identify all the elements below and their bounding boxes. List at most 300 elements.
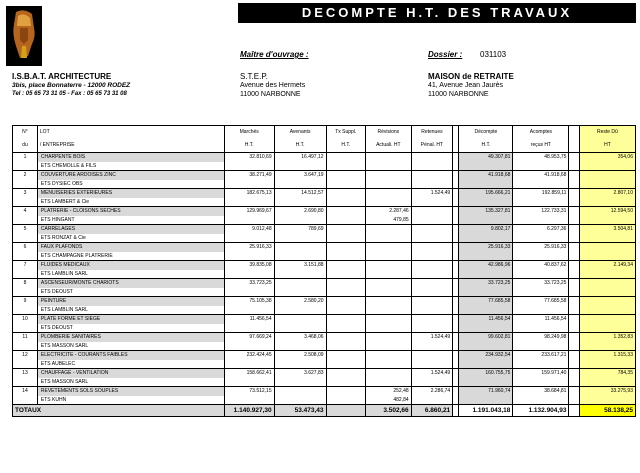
reste-du-ht: 12.594,50	[579, 207, 635, 216]
column-gap	[569, 360, 579, 369]
decompte-ht: 9.802,17	[459, 225, 513, 234]
acomptes-blank	[513, 324, 569, 333]
table-row	[13, 225, 636, 234]
decompte-blank	[459, 180, 513, 189]
decompte-ht: 160.755,75	[459, 369, 513, 378]
avenants-blank	[274, 342, 326, 351]
column-gap	[569, 189, 579, 198]
lot-name: COUVERTURE ARDOISES ZINC	[37, 171, 224, 180]
avenants-ht: 2.508,09	[274, 351, 326, 360]
reste-du-ht: 2.149,34	[579, 261, 635, 270]
reste-du-ht: 1.315,33	[579, 351, 635, 360]
decompte-ht: 49.307,81	[459, 153, 513, 162]
reste-du-ht	[579, 171, 635, 180]
decompte-blank	[459, 378, 513, 387]
architect-logo	[6, 6, 42, 66]
column-gap	[569, 139, 579, 153]
table-row-entreprise	[13, 324, 636, 333]
retenues-blank	[411, 378, 453, 387]
reste-du-ht: 33.275,93	[579, 387, 635, 396]
avenants-ht: 3.647,19	[274, 171, 326, 180]
office-phone: Tel : 05 65 73 31 05 - Fax : 05 65 73 31 08	[12, 91, 127, 97]
reste-du-ht	[579, 315, 635, 324]
marches-blank	[224, 162, 274, 171]
column-gap	[569, 153, 579, 162]
retenues-blank	[411, 198, 453, 207]
table-row	[13, 387, 636, 396]
retenues-blank	[411, 324, 453, 333]
marches-blank	[224, 198, 274, 207]
avenants-ht: 789,69	[274, 225, 326, 234]
revisions-secondary	[365, 360, 411, 369]
tx-suppl-ht	[326, 243, 365, 252]
table-row	[13, 189, 636, 198]
avenants-ht: 16.497,12	[274, 153, 326, 162]
decompte-ht: 234.932,54	[459, 351, 513, 360]
decompte-blank	[459, 288, 513, 297]
lot-name: PLATRERIE - CLOISONS SECHES	[37, 207, 224, 216]
tx-suppl-ht	[326, 333, 365, 342]
column-gap	[569, 297, 579, 306]
table-row	[13, 297, 636, 306]
entreprise-name: ETS CHEMOLLE & FILS	[37, 162, 224, 171]
retenues-blank	[411, 234, 453, 243]
lot-name: MENUISERIES EXTERIEURES	[37, 189, 224, 198]
reste-du-ht: 3.504,81	[579, 225, 635, 234]
avenants-blank	[274, 270, 326, 279]
lot-name: CHARPENTE BOIS	[37, 153, 224, 162]
lot-number: 9	[13, 297, 38, 306]
header-decompte: Décompte	[459, 126, 513, 140]
column-gap	[569, 234, 579, 243]
table-row	[13, 369, 636, 378]
revisions-secondary	[365, 378, 411, 387]
marches-blank	[224, 252, 274, 261]
reste-blank	[579, 252, 635, 261]
revisions-ht	[365, 279, 411, 288]
reste-blank	[579, 288, 635, 297]
retenues-blank	[411, 270, 453, 279]
lot-number: 3	[13, 189, 38, 198]
decompte-blank	[459, 216, 513, 225]
avenants-blank	[274, 324, 326, 333]
marches-ht: 232.424,45	[224, 351, 274, 360]
column-gap	[569, 396, 579, 405]
revisions-secondary	[365, 324, 411, 333]
retenues-ht	[411, 225, 453, 234]
header-marches: Marchés	[224, 126, 274, 140]
retenues-ht	[411, 171, 453, 180]
marches-ht: 32.810,69	[224, 153, 274, 162]
reste-blank	[579, 198, 635, 207]
column-gap	[569, 225, 579, 234]
header-tx-2: H.T.	[326, 139, 365, 153]
client-block	[428, 72, 514, 99]
marches-blank	[224, 342, 274, 351]
column-gap	[569, 342, 579, 351]
acomptes-ht: 6.297,36	[513, 225, 569, 234]
header-revisions-2: Actuali. HT	[365, 139, 411, 153]
retenues-blank	[411, 306, 453, 315]
marches-blank	[224, 216, 274, 225]
column-gap	[569, 126, 579, 140]
acomptes-ht: 159.971,40	[513, 369, 569, 378]
reste-du-ht: 1.352,83	[579, 333, 635, 342]
tx-blank	[326, 324, 365, 333]
lot-number: 6	[13, 243, 38, 252]
revisions-secondary: 482,84	[365, 396, 411, 405]
avenants-blank	[274, 360, 326, 369]
avenants-ht: 3.151,88	[274, 261, 326, 270]
acomptes-ht: 41.918,68	[513, 171, 569, 180]
tx-suppl-ht	[326, 207, 365, 216]
acomptes-blank	[513, 234, 569, 243]
owner-street: Avenue des Hermets	[240, 82, 306, 89]
header-retenues: Retenues	[411, 126, 453, 140]
retenues-blank	[411, 252, 453, 261]
tx-suppl-ht	[326, 369, 365, 378]
acomptes-blank	[513, 342, 569, 351]
decompte-ht: 135.327,81	[459, 207, 513, 216]
reste-blank	[579, 234, 635, 243]
tx-suppl-ht	[326, 153, 365, 162]
entreprise-name: ETS KUHN	[37, 396, 224, 405]
acomptes-ht: 38.684,81	[513, 387, 569, 396]
avenants-ht: 3.468,06	[274, 333, 326, 342]
avenants-ht: 2.580,20	[274, 297, 326, 306]
marches-ht: 39.835,08	[224, 261, 274, 270]
avenants-ht: 2.690,80	[274, 207, 326, 216]
dossier-number: 031103	[480, 50, 507, 59]
tx-blank	[326, 270, 365, 279]
table-row	[13, 171, 636, 180]
acomptes-ht: 98.249,98	[513, 333, 569, 342]
tx-blank	[326, 162, 365, 171]
revisions-ht	[365, 297, 411, 306]
revisions-ht	[365, 315, 411, 324]
table-row	[13, 333, 636, 342]
reste-blank	[579, 396, 635, 405]
decompte-blank	[459, 252, 513, 261]
decompte-blank	[459, 198, 513, 207]
retenues-ht	[411, 261, 453, 270]
acomptes-blank	[513, 306, 569, 315]
column-gap	[569, 351, 579, 360]
total-reste-du: 58.138,25	[579, 405, 635, 417]
marches-ht: 158.662,41	[224, 369, 274, 378]
lot-number-blank	[13, 162, 38, 171]
retenues-ht	[411, 279, 453, 288]
column-gap	[569, 387, 579, 396]
entreprise-name: ETS HINGANT	[37, 216, 224, 225]
marches-ht: 182.675,13	[224, 189, 274, 198]
marches-ht: 9.012,48	[224, 225, 274, 234]
revisions-ht	[365, 351, 411, 360]
reste-blank	[579, 216, 635, 225]
retenues-ht: 1.524,49	[411, 189, 453, 198]
header-lot: LOT	[37, 126, 224, 140]
revisions-secondary	[365, 342, 411, 351]
retenues-blank	[411, 288, 453, 297]
tx-suppl-ht	[326, 315, 365, 324]
revisions-ht: 252,48	[365, 387, 411, 396]
header-num-2: du	[13, 139, 38, 153]
header-tx: Tx Suppl.	[326, 126, 365, 140]
lot-number-blank	[13, 270, 38, 279]
decompte-ht: 71.960,74	[459, 387, 513, 396]
avenants-blank	[274, 396, 326, 405]
totals-label: TOTAUX	[13, 405, 225, 417]
reste-blank	[579, 270, 635, 279]
avenants-ht: 14.512,57	[274, 189, 326, 198]
marches-blank	[224, 288, 274, 297]
tx-blank	[326, 396, 365, 405]
avenants-blank	[274, 288, 326, 297]
retenues-blank	[411, 216, 453, 225]
column-gap	[569, 180, 579, 189]
retenues-blank	[411, 360, 453, 369]
revisions-ht	[365, 243, 411, 252]
revisions-ht	[365, 261, 411, 270]
acomptes-blank	[513, 360, 569, 369]
tx-suppl-ht	[326, 297, 365, 306]
pharaoh-bust-icon	[6, 6, 42, 66]
reste-blank	[579, 306, 635, 315]
retenues-ht: 1.524,49	[411, 333, 453, 342]
header-num: N°	[13, 126, 38, 140]
retenues-ht	[411, 315, 453, 324]
entreprise-name: ETS LAMBLIN SARL	[37, 270, 224, 279]
lot-name: FAUX PLAFONDS	[37, 243, 224, 252]
marches-blank	[224, 180, 274, 189]
acomptes-ht: 77.685,58	[513, 297, 569, 306]
tx-suppl-ht	[326, 171, 365, 180]
avenants-ht	[274, 243, 326, 252]
table-row-entreprise	[13, 396, 636, 405]
table-row-entreprise	[13, 216, 636, 225]
acomptes-blank	[513, 198, 569, 207]
reste-blank	[579, 342, 635, 351]
lot-number: 14	[13, 387, 38, 396]
client-street: 41, Avenue Jean Jaurès	[428, 82, 503, 89]
tx-blank	[326, 216, 365, 225]
reste-blank	[579, 162, 635, 171]
marches-blank	[224, 324, 274, 333]
entreprise-name: ETS MASSON SARL	[37, 342, 224, 351]
decompte-blank	[459, 162, 513, 171]
revisions-ht	[365, 189, 411, 198]
entreprise-name: ETS DEOUST	[37, 324, 224, 333]
revisions-secondary	[365, 252, 411, 261]
column-gap	[569, 378, 579, 387]
total-acomptes: 1.132.904,93	[513, 405, 569, 417]
avenants-blank	[274, 306, 326, 315]
lot-number-blank	[13, 252, 38, 261]
marches-ht: 33.723,25	[224, 279, 274, 288]
avenants-ht	[274, 279, 326, 288]
lot-name: ASCENSEUR/MONTE CHARIOTS	[37, 279, 224, 288]
table-row-entreprise	[13, 360, 636, 369]
avenants-blank	[274, 198, 326, 207]
avenants-blank	[274, 252, 326, 261]
tx-blank	[326, 180, 365, 189]
table-row	[13, 315, 636, 324]
acomptes-blank	[513, 216, 569, 225]
revisions-secondary	[365, 270, 411, 279]
column-gap	[569, 270, 579, 279]
decompte-ht: 77.685,58	[459, 297, 513, 306]
retenues-ht	[411, 351, 453, 360]
marches-ht: 38.271,49	[224, 171, 274, 180]
acomptes-blank	[513, 252, 569, 261]
revisions-ht	[365, 153, 411, 162]
revisions-secondary	[365, 162, 411, 171]
reste-blank	[579, 324, 635, 333]
decompte-blank	[459, 396, 513, 405]
total-decompte: 1.191.043,18	[459, 405, 513, 417]
header-decompte-2: H.T.	[459, 139, 513, 153]
retenues-ht	[411, 153, 453, 162]
lot-number-blank	[13, 198, 38, 207]
document-title: DECOMPTE H.T. DES TRAVAUX	[238, 3, 636, 23]
header-avenants: Avenants	[274, 126, 326, 140]
decompte-blank	[459, 324, 513, 333]
table-header-row-2	[13, 139, 636, 153]
decompte-ht: 195.666,21	[459, 189, 513, 198]
lot-name: CARRELAGES	[37, 225, 224, 234]
lot-name: FLUIDES MEDICAUX	[37, 261, 224, 270]
avenants-blank	[274, 216, 326, 225]
lot-number-blank	[13, 216, 38, 225]
column-gap	[569, 324, 579, 333]
tx-blank	[326, 234, 365, 243]
column-gap	[569, 306, 579, 315]
table-row	[13, 351, 636, 360]
reste-du-ht: 784,35	[579, 369, 635, 378]
owner-block	[240, 72, 305, 99]
lot-number: 12	[13, 351, 38, 360]
header-acomptes-2: reçus HT	[513, 139, 569, 153]
table-row	[13, 279, 636, 288]
table-row-entreprise	[13, 342, 636, 351]
decompte-ht: 33.723,25	[459, 279, 513, 288]
decompte-blank	[459, 270, 513, 279]
acomptes-blank	[513, 288, 569, 297]
table-row-entreprise	[13, 162, 636, 171]
entreprise-name: ETS DYSIEC OBS	[37, 180, 224, 189]
lot-number-blank	[13, 234, 38, 243]
retenues-ht	[411, 207, 453, 216]
decompte-blank	[459, 306, 513, 315]
lot-name: PEINTURE	[37, 297, 224, 306]
lot-number-blank	[13, 396, 38, 405]
avenants-blank	[274, 180, 326, 189]
table-row	[13, 153, 636, 162]
lot-number-blank	[13, 342, 38, 351]
table-header-row	[13, 126, 636, 140]
acomptes-blank	[513, 180, 569, 189]
retenues-blank	[411, 162, 453, 171]
reste-du-ht	[579, 243, 635, 252]
client-city: 11000 NARBONNE	[428, 91, 489, 98]
acomptes-blank	[513, 162, 569, 171]
tx-blank	[326, 360, 365, 369]
column-gap	[569, 315, 579, 324]
marches-ht: 97.669,24	[224, 333, 274, 342]
column-gap	[569, 252, 579, 261]
decompte-ht: 99.602,81	[459, 333, 513, 342]
table-row	[13, 207, 636, 216]
tx-blank	[326, 288, 365, 297]
reste-du-ht	[579, 297, 635, 306]
total-avenants: 53.473,43	[274, 405, 326, 417]
acomptes-ht: 25.916,33	[513, 243, 569, 252]
owner-city: 11000 NARBONNE	[240, 91, 301, 98]
column-gap	[569, 216, 579, 225]
table-row-entreprise	[13, 288, 636, 297]
revisions-secondary	[365, 288, 411, 297]
revisions-secondary	[365, 234, 411, 243]
header-retenues-2: Pénal. HT	[411, 139, 453, 153]
decompte-ht: 25.916,33	[459, 243, 513, 252]
totals-row	[13, 405, 636, 417]
lot-number: 2	[13, 171, 38, 180]
column-gap	[569, 198, 579, 207]
lot-name: CHAUFFAGE - VENTILATION	[37, 369, 224, 378]
decompte-blank	[459, 234, 513, 243]
lot-number-blank	[13, 288, 38, 297]
column-gap	[569, 207, 579, 216]
retenues-blank	[411, 180, 453, 189]
owner-label: Maître d'ouvrage :	[240, 50, 309, 59]
marches-blank	[224, 270, 274, 279]
revisions-secondary	[365, 198, 411, 207]
entreprise-name: ETS MASSON SARL	[37, 378, 224, 387]
tx-blank	[326, 378, 365, 387]
acomptes-ht: 122.733,31	[513, 207, 569, 216]
total-marches: 1.140.927,30	[224, 405, 274, 417]
lot-number: 1	[13, 153, 38, 162]
table-row-entreprise	[13, 234, 636, 243]
retenues-ht: 2.286,74	[411, 387, 453, 396]
header-acomptes: Acomptes	[513, 126, 569, 140]
office-name: I.S.B.A.T. ARCHITECTURE	[12, 72, 112, 81]
column-gap	[569, 279, 579, 288]
table-row-entreprise	[13, 306, 636, 315]
total-retenues: 6.860,21	[411, 405, 453, 417]
marches-blank	[224, 234, 274, 243]
entreprise-name: ETS DEOUST	[37, 288, 224, 297]
header-revisions: Révisions	[365, 126, 411, 140]
acomptes-blank	[513, 396, 569, 405]
decompte-blank	[459, 360, 513, 369]
lot-number: 7	[13, 261, 38, 270]
marches-blank	[224, 360, 274, 369]
decompte-blank	[459, 342, 513, 351]
revisions-secondary	[365, 306, 411, 315]
tx-blank	[326, 342, 365, 351]
lot-number: 13	[13, 369, 38, 378]
lot-number-blank	[13, 306, 38, 315]
lot-number: 5	[13, 225, 38, 234]
marches-ht: 75.105,38	[224, 297, 274, 306]
entreprise-name: ETS LAMBERT & Cie	[37, 198, 224, 207]
column-gap	[569, 405, 579, 417]
revisions-secondary: 479,85	[365, 216, 411, 225]
revisions-ht	[365, 225, 411, 234]
column-gap	[569, 171, 579, 180]
header-reste: Reste Dû	[579, 126, 635, 140]
